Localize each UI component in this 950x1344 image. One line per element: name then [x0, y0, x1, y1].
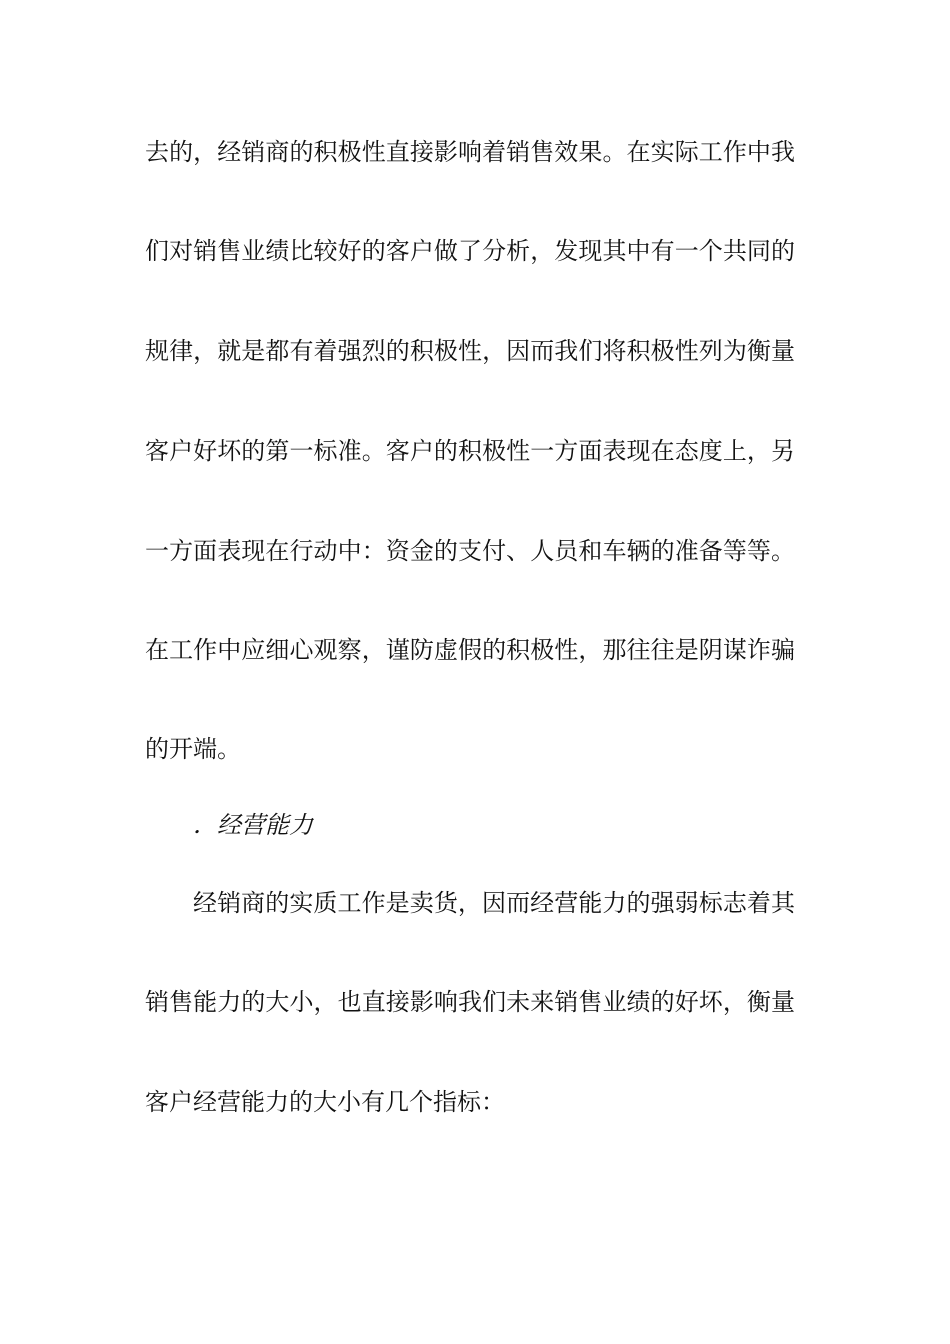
- paragraph-1-line-5: 一方面表现在行动中：资金的支付、人员和车辆的准备等等。: [145, 537, 795, 565]
- paragraph-1-line-2: 们对销售业绩比较好的客户做了分析，发现其中有一个共同的: [145, 237, 795, 265]
- paragraph-2-line-2: 销售能力的大小，也直接影响我们未来销售业绩的好坏，衡量: [145, 988, 795, 1016]
- paragraph-1-line-1: 去的，经销商的积极性直接影响着销售效果。在实际工作中我: [145, 138, 795, 166]
- paragraph-1-line-6: 在工作中应细心观察，谨防虚假的积极性，那往往是阴谋诈骗: [145, 636, 795, 664]
- section-heading: ．经营能力: [193, 811, 313, 839]
- paragraph-1-line-4: 客户好坏的第一标准。客户的积极性一方面表现在态度上，另: [145, 437, 795, 465]
- paragraph-2-line-1: 经销商的实质工作是卖货，因而经营能力的强弱标志着其: [193, 889, 795, 917]
- paragraph-1-line-3: 规律，就是都有着强烈的积极性，因而我们将积极性列为衡量: [145, 337, 795, 365]
- paragraph-1-line-7: 的开端。: [145, 735, 241, 763]
- paragraph-2-line-3: 客户经营能力的大小有几个指标：: [145, 1088, 505, 1116]
